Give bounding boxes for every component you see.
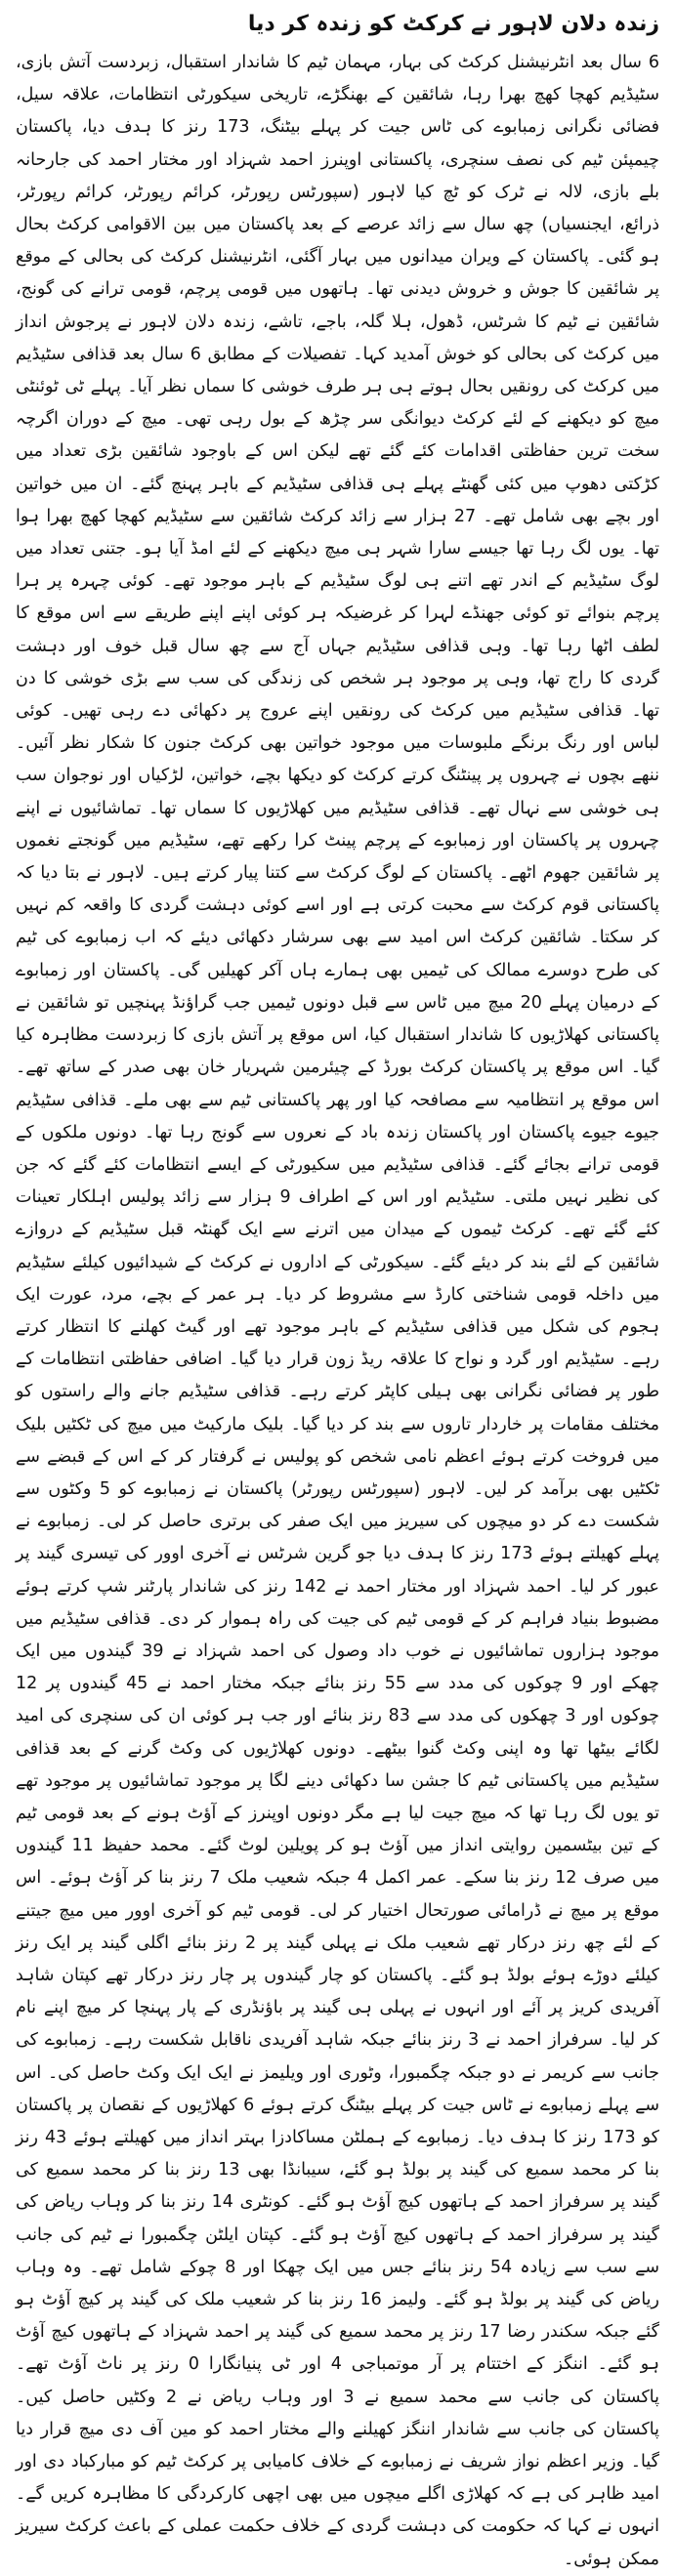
article-headline: زندہ دلان لاہور نے کرکٹ کو زندہ کر دیا [247, 12, 659, 36]
article-body: 6 سال بعد انٹرنیشنل کرکٹ کی بہار، مہمان ٹیم کا شاندار استقبال، زبردست آتش بازی، سٹیڈیم کھچا کھچ بھرا رہا، شائقین کے بھنگڑے، تاریخی سیکورٹی انتظامات، علاقہ سیل، فضائی نگرانی زمبابوے کی ٹاس جیت کر پہلے بیٹنگ، 173 رنز کا ہدف دیا، پاکستان چیمپئن ٹیم کی نصف سنچری، پاکستانی اوپنرز احمد شہزاد اور مختار احمد کی جارحانہ بلے بازی، لالہ نے ٹرک کو ٹچ کیا لاہور (سپورٹس رپورٹر، کرائم رپورٹر، کرائم رپورٹر، ذرائع، ایجنسیاں) چھ سال سے زائد عرصے کے بعد پاکستان میں بین الاقوامی کرکٹ بحال ہو گئی۔ پاکستان کے ویران میدانوں میں بہار آگئی، انٹرنیشنل کرکٹ کی بحالی کے موقع پر شائقین کا جوش و خروش دیدنی تھا۔ ہاتھوں میں قومی پرچم، قومی ترانے کی گونج، شائقین نے ٹیم کا شرٹس، ڈھول، ہلا گلہ، باجے، تاشے، زندہ دلان لاہور نے پرجوش انداز میں کرکٹ کی بحالی کو خوش آمدید کہا۔ تفصیلات کے مطابق 6 سال بعد قذافی سٹیڈیم میں کرکٹ کی رونقیں بحال ہوتے ہی ہر طرف خوشی کا سماں نظر آیا۔ پہلے ٹی ٹوئنٹی میچ کو دیکھنے کے لئے کرکٹ دیوانگی سر چڑھ کے بول رہی تھی۔ میچ کے دوران اگرچہ سخت ترین حفاظتی اقدامات کئے گئے تھے لیکن اس کے باوجود شائقین بڑی تعداد میں کڑکتی دھوپ میں کئی گھنٹے پہلے ہی قذافی سٹیڈیم کے باہر پہنچ گئے۔ ان میں خواتین اور بچے بھی شامل تھے۔ 27 ہزار سے زائد کرکٹ شائقین سے سٹیڈیم کھچا کھچ بھرا ہوا تھا۔ یوں لگ رہا تھا جیسے سارا شہر ہی میچ دیکھنے کے لئے امڈ آیا ہو۔ جتنی تعداد میں لوگ سٹیڈیم کے اندر تھے اتنے ہی لوگ سٹیڈیم کے باہر موجود تھے۔ کوئی چہرہ پر ہرا پرچم بنوائے تو کوئی جھنڈے لہرا کر غرضیکہ ہر کوئی اپنے اپنے طریقے سے اس موقع کا لطف اٹھا رہا تھا۔ وہی قذافی سٹیڈیم جہاں آج سے چھ سال قبل خوف اور دہشت گردی کا راج تھا، وہی پر موجود ہر شخص کی زندگی کی سب سے بڑی خوشی کا دن تھا۔ قذافی سٹیڈیم میں کرکٹ کی رونقیں اپنے عروج پر دکھائی دے رہی تھیں۔ کوئی لباس اور رنگ برنگے ملبوسات میں موجود خواتین بھی کرکٹ جنون کا شکار نظر آئیں۔ ننھے بچوں نے چہروں پر پینٹنگ کرتے کرکٹ کو دیکھا بچے، خواتین، لڑکیاں اور نوجوان سب ہی خوشی سے نہال تھے۔ قذافی سٹیڈیم میں کھلاڑیوں کا سماں تھا۔ تماشائیوں نے اپنے چہروں پر پاکستان اور زمبابوے کے پرچم پینٹ کرا رکھے تھے، سٹیڈیم میں گونجتے نغموں پر شائقین جھوم اٹھے۔ پاکستان کے لوگ کرکٹ سے کتنا پیار کرتے ہیں۔ لاہور نے بتا دیا کہ پاکستانی قوم کرکٹ سے محبت کرتی ہے اور اسے کوئی دہشت گردی کا واقعہ کم نہیں کر سکتا۔ شائقین کرکٹ اس امید سے بھی سرشار دکھائی دیئے کہ اب زمبابوے کی ٹیم کی طرح دوسرے ممالک کی ٹیمیں بھی ہمارے ہاں آکر کھیلیں گی۔ پاکستان اور زمبابوے کے درمیان پہلے 20 میچ میں ٹاس سے قبل دونوں ٹیمیں جب گراؤنڈ پہنچیں تو شائقین نے پاکستانی کھلاڑیوں کا شاندار استقبال کیا، اس موقع پر آتش بازی کا زبردست مظاہرہ کیا گیا۔ اس موقع پر پاکستان کرکٹ بورڈ کے چیئرمین شہریار خان بھی صدر کے ساتھ تھے۔ اس موقع پر انتظامیہ سے مصافحہ کیا اور پھر پاکستانی ٹیم سے بھی ملے۔ قذافی سٹیڈیم جیوے جیوے پاکستان اور پاکستان زندہ باد کے نعروں سے گونج رہا تھا۔ دونوں ملکوں کے قومی ترانے بجائے گئے۔ قذافی سٹیڈیم میں سکیورٹی کے ایسے انتظامات کئے گئے کہ جن کی نظیر نہیں ملتی۔ سٹیڈیم اور اس کے اطراف 9 ہزار سے زائد پولیس اہلکار تعینات کئے گئے تھے۔ کرکٹ ٹیموں کے میدان میں اترنے سے ایک گھنٹہ قبل سٹیڈیم کے دروازے شائقین کے لئے بند کر دیئے گئے۔ سیکورٹی کے اداروں نے کرکٹ کے شیدائیوں کیلئے سٹیڈیم میں داخلہ قومی شناختی کارڈ سے مشروط کر دیا۔ ہر عمر کے بچے، مرد، عورت ایک ہجوم کی شکل میں قذافی سٹیڈیم کے باہر موجود تھے اور گیٹ کھلنے کا انتظار کرتے رہے۔ سٹیڈیم اور گرد و نواح کا علاقہ ریڈ زون قرار دیا گیا۔ اضافی حفاظتی انتظامات کے طور پر فضائی نگرانی بھی ہیلی کاپٹر کرتے رہے۔ قذافی سٹیڈیم جانے والے راستوں کو مختلف مقامات پر خاردار تاروں سے بند کر دیا گیا۔ بلیک مارکیٹ میں میچ کی ٹکٹیں بلیک میں فروخت کرتے ہوئے اعظم نامی شخص کو پولیس نے گرفتار کر کے اس کے قبضے سے ٹکٹیں بھی برآمد کر لیں۔ لاہور (سپورٹس رپورٹر) پاکستان نے زمبابوے کو 5 وکٹوں سے شکست دے کر دو میچوں کی سیریز میں ایک صفر کی برتری حاصل کر لی۔ زمبابوے نے پہلے کھیلتے ہوئے 173 رنز کا ہدف دیا جو گرین شرٹس نے آخری اوور کی تیسری گیند پر عبور کر لیا۔ احمد شہزاد اور مختار احمد نے 142 رنز کی شاندار پارٹنر شپ کرتے ہوئے مضبوط بنیاد فراہم کر کے قومی ٹیم کی جیت کی راہ ہموار کر دی۔ قذافی سٹیڈیم میں موجود ہزاروں تماشائیوں نے خوب داد وصول کی احمد شہزاد نے 39 گیندوں میں ایک چھکے اور 9 چوکوں کی مدد سے 55 رنز بنائے جبکہ مختار احمد نے 45 گیندوں پر 12 چوکوں اور 3 چھکوں کی مدد سے 83 رنز بنائے اور جب ہر کوئی ان کی سنچری کی امید لگائے بیٹھا تھا وہ اپنی وکٹ گنوا بیٹھے۔ دونوں کھلاڑیوں کی وکٹ گرنے کے بعد قذافی سٹیڈیم میں پاکستانی ٹیم کا جشن سا دکھائی دینے لگا پر موجود تماشائیوں پر موجود تھے تو یوں لگ رہا تھا کہ میچ جیت لیا ہے مگر دونوں اوپنرز کے آؤٹ ہونے کے بعد قومی ٹیم کے تین بیٹسمین روایتی انداز میں آؤٹ ہو کر پویلین لوٹ گئے۔ محمد حفیظ 11 گیندوں میں صرف 12 رنز بنا سکے۔ عمر اکمل 4 جبکہ شعیب ملک 7 رنز بنا کر آؤٹ ہوئے۔ اس موقع پر میچ نے ڈرامائی صورتحال اختیار کر لی۔ قومی ٹیم کو آخری اوور میں میچ جیتنے کے لئے چھ رنز درکار تھے شعیب ملک نے پہلی گیند پر 2 رنز بنائے اگلی گیند پر ایک رنز کیلئے دوڑے ہوئے بولڈ ہو گئے۔ پاکستان کو چار گیندوں پر چار رنز درکار تھے کپتان شاہد آفریدی کریز پر آئے اور انہوں نے پہلی ہی گیند پر باؤنڈری کے پار پہنچا کر میچ اپنے نام کر لیا۔ سرفراز احمد نے 3 رنز بنائے جبکہ شاہد آفریدی ناقابل شکست رہے۔ زمبابوے کی جانب سے کریمر نے دو جبکہ چگمبورا، وٹوری اور ویلیمز نے ایک ایک وکٹ حاصل کی۔ اس سے پہلے زمبابوے نے ٹاس جیت کر پہلے بیٹنگ کرتے ہوئے 6 کھلاڑیوں کے نقصان پر پاکستان کو 173 رنز کا ہدف دیا۔ زمبابوے کے ہملٹن مساکادزا بہتر انداز میں کھیلتے ہوئے 43 رنز بنا کر محمد سمیع کی گیند پر بولڈ ہو گئے، سیبانڈا بھی 13 رنز بنا کر محمد سمیع کی گیند پر سرفراز احمد کے ہاتھوں کیچ آؤٹ ہو گئے۔ کونٹری 14 رنز بنا کر وہاب ریاض کی گیند پر سرفراز احمد کے ہاتھوں کیچ آؤٹ ہو گئے۔ کپتان ایلٹن چگمبورا نے ٹیم کی جانب سے سب سے زیادہ 54 رنز بنائے جس میں ایک چھکا اور 8 چوکے شامل تھے۔ وہ وہاب ریاض کی گیند پر بولڈ ہو گئے۔ ولیمز 16 رنز بنا کر شعیب ملک کی گیند پر کیچ آؤٹ ہو گئے جبکہ سکندر رضا 17 رنز پر محمد سمیع کی گیند پر احمد شہزاد کے ہاتھوں کیچ آؤٹ ہو گئے۔ اننگز کے اختتام پر آر موتمباجی 4 اور ٹی پنیانگارا 0 رنز پر ناٹ آؤٹ تھے۔ پاکستان کی جانب سے محمد سمیع نے 3 اور وہاب ریاض نے 2 وکٹیں حاصل کیں۔ پاکستان کی جانب سے شاندار اننگز کھیلنے والے مختار احمد کو مین آف دی میچ قرار دیا گیا۔ وزیر اعظم نواز شریف نے زمبابوے کے خلاف کامیابی پر کرکٹ ٹیم کو مبارکباد دی اور امید ظاہر کی ہے کہ کھلاڑی اگلے میچوں میں بھی اچھی کارکردگی کا مظاہرہ کریں گے۔ انہوں نے کہا کہ حکومت کی دہشت گردی کے خلاف حکمت عملی کے باعث کرکٹ سیریز ممکن ہوئی۔ [16, 53, 660, 2569]
